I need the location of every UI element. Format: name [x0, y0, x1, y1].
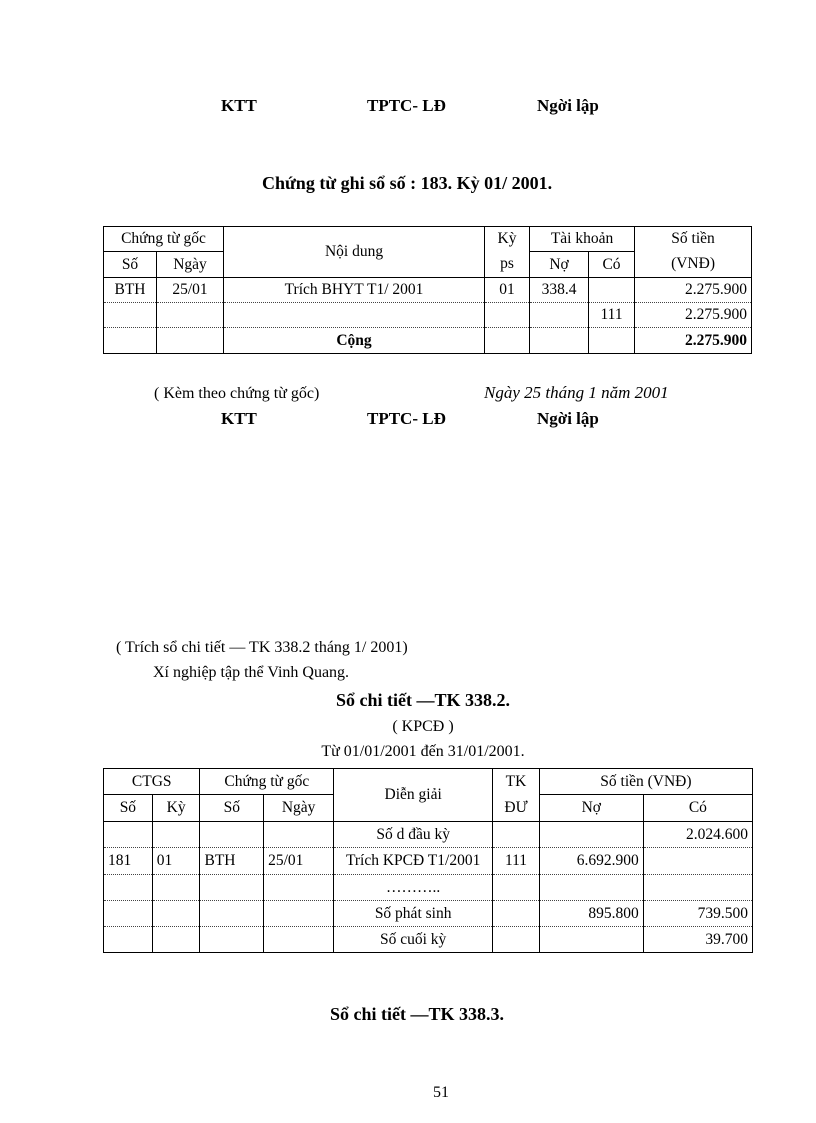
signature-preparer-mid: Ngời lập: [537, 409, 599, 428]
cell-ctgs-period: [152, 822, 200, 848]
cell-tk: 111: [493, 848, 540, 875]
ledger-table: [103, 768, 753, 953]
cell-credit: [643, 875, 752, 901]
cell-debit: [539, 822, 643, 848]
signature-preparer-top: Ngời lập: [537, 96, 599, 115]
header-tk: TK: [493, 769, 540, 795]
total-value: 2.275.900: [635, 328, 752, 354]
total-label: Cộng: [224, 328, 485, 354]
cell-ctgs-number: 181: [104, 848, 153, 875]
cell-credit: 2.024.600: [643, 822, 752, 848]
attachment-note: ( Kèm theo chứng từ gốc): [154, 385, 320, 402]
cell-debit: 338.4: [530, 278, 589, 303]
table-row: [104, 848, 753, 875]
cell-description: ………..: [334, 875, 493, 901]
cell-description: Số cuối kỳ: [334, 927, 493, 953]
table-row: [104, 875, 753, 901]
next-ledger-title: Sổ chi tiết —TK 338.3.: [330, 1004, 504, 1024]
cell-ctgs-period: 01: [152, 848, 200, 875]
cell-voucher-date: [264, 927, 334, 953]
header-ps: ps: [485, 252, 530, 278]
cell-ctgs-period: [152, 901, 200, 927]
cell-debit: 6.692.900: [539, 848, 643, 875]
cell-tk: [493, 822, 540, 848]
table-row: [104, 303, 752, 328]
header-ctgs: CTGS: [104, 769, 200, 795]
cell-debit: [539, 927, 643, 953]
header-period: Kỳ: [485, 227, 530, 252]
cell-date: 25/01: [157, 278, 224, 303]
cell-credit: 739.500: [643, 901, 752, 927]
header-ctgs-period: Kỳ: [152, 795, 200, 822]
cell-credit: [589, 278, 635, 303]
ledger-period: Từ 01/01/2001 đến 31/01/2001.: [321, 743, 525, 760]
signature-ktt-top: KTT: [221, 96, 257, 115]
signature-tptc-mid: TPTC- LĐ: [367, 409, 446, 428]
signature-ktt-mid: KTT: [221, 409, 257, 428]
cell-voucher-date: [264, 901, 334, 927]
ledger-subtitle: ( KPCĐ ): [392, 718, 454, 735]
cell-credit: 111: [589, 303, 635, 328]
cell-voucher-number: BTH: [200, 848, 264, 875]
table-row: [104, 901, 753, 927]
cell-period: 01: [485, 278, 530, 303]
cell-voucher-number: [200, 822, 264, 848]
date-note: Ngày 25 tháng 1 năm 2001: [484, 383, 669, 402]
signature-tptc-top: TPTC- LĐ: [367, 96, 446, 115]
ledger-excerpt: ( Trích sổ chi tiết — TK 338.2 tháng 1/ 2001): [116, 639, 408, 656]
cell-amount: 2.275.900: [635, 278, 752, 303]
cell-period: [485, 303, 530, 328]
header-description: Diễn giải: [334, 769, 493, 822]
cell-ctgs-period: [152, 927, 200, 953]
cell-ctgs-number: [104, 875, 153, 901]
company-name: Xí nghiệp tập thể Vinh Quang.: [153, 664, 350, 681]
cell-debit: [539, 875, 643, 901]
cell-description: Số phát sinh: [334, 901, 493, 927]
cell-tk: [493, 901, 540, 927]
voucher-table: [103, 226, 752, 354]
header-voucher-number: Số: [200, 795, 264, 822]
table-row: [104, 822, 753, 848]
cell-voucher-date: [264, 822, 334, 848]
header-content: Nội dung: [224, 227, 485, 278]
cell-ctgs-number: [104, 927, 153, 953]
cell-voucher-date: 25/01: [264, 848, 334, 875]
ledger-title: Sổ chi tiết —TK 338.2.: [336, 690, 510, 710]
header-du: ĐƯ: [493, 795, 540, 822]
cell-ctgs-period: [152, 875, 200, 901]
cell-amount: 2.275.900: [635, 303, 752, 328]
cell-description: Số d đầu kỳ: [334, 822, 493, 848]
header-credit: Có: [643, 795, 752, 822]
cell-ctgs-number: [104, 901, 153, 927]
cell-debit: [530, 303, 589, 328]
header-number: Số: [104, 252, 157, 278]
cell-number: [104, 303, 157, 328]
cell-description: Trích KPCĐ T1/2001: [334, 848, 493, 875]
header-voucher-date: Ngày: [264, 795, 334, 822]
header-account: Tài khoản: [530, 227, 635, 252]
header-amount: Số tiền (VNĐ): [539, 769, 752, 795]
cell-voucher-number: [200, 875, 264, 901]
cell-tk: [493, 927, 540, 953]
header-debit: Nợ: [539, 795, 643, 822]
cell-date: [157, 303, 224, 328]
cell-voucher-number: [200, 927, 264, 953]
cell-tk: [493, 875, 540, 901]
table-row: [104, 278, 752, 303]
total-row: [104, 328, 752, 354]
header-amount: Số tiền: [635, 227, 752, 252]
cell-ctgs-number: [104, 822, 153, 848]
cell-content: [224, 303, 485, 328]
cell-content: Trích BHYT T1/ 2001: [224, 278, 485, 303]
header-original-voucher: Chứng từ gốc: [200, 769, 334, 795]
table-row: [104, 927, 753, 953]
page-number: 51: [433, 1084, 449, 1101]
header-ctgs-number: Số: [104, 795, 153, 822]
header-credit: Có: [589, 252, 635, 278]
header-debit: Nợ: [530, 252, 589, 278]
header-original-voucher: Chứng từ gốc: [104, 227, 224, 252]
cell-credit: [643, 848, 752, 875]
header-date: Ngày: [157, 252, 224, 278]
header-currency: (VNĐ): [635, 252, 752, 278]
voucher-title: Chứng từ ghi sổ số : 183. Kỳ 01/ 2001.: [262, 173, 553, 193]
cell-credit: 39.700: [643, 927, 752, 953]
cell-number: BTH: [104, 278, 157, 303]
cell-debit: 895.800: [539, 901, 643, 927]
cell-voucher-number: [200, 901, 264, 927]
cell-voucher-date: [264, 875, 334, 901]
